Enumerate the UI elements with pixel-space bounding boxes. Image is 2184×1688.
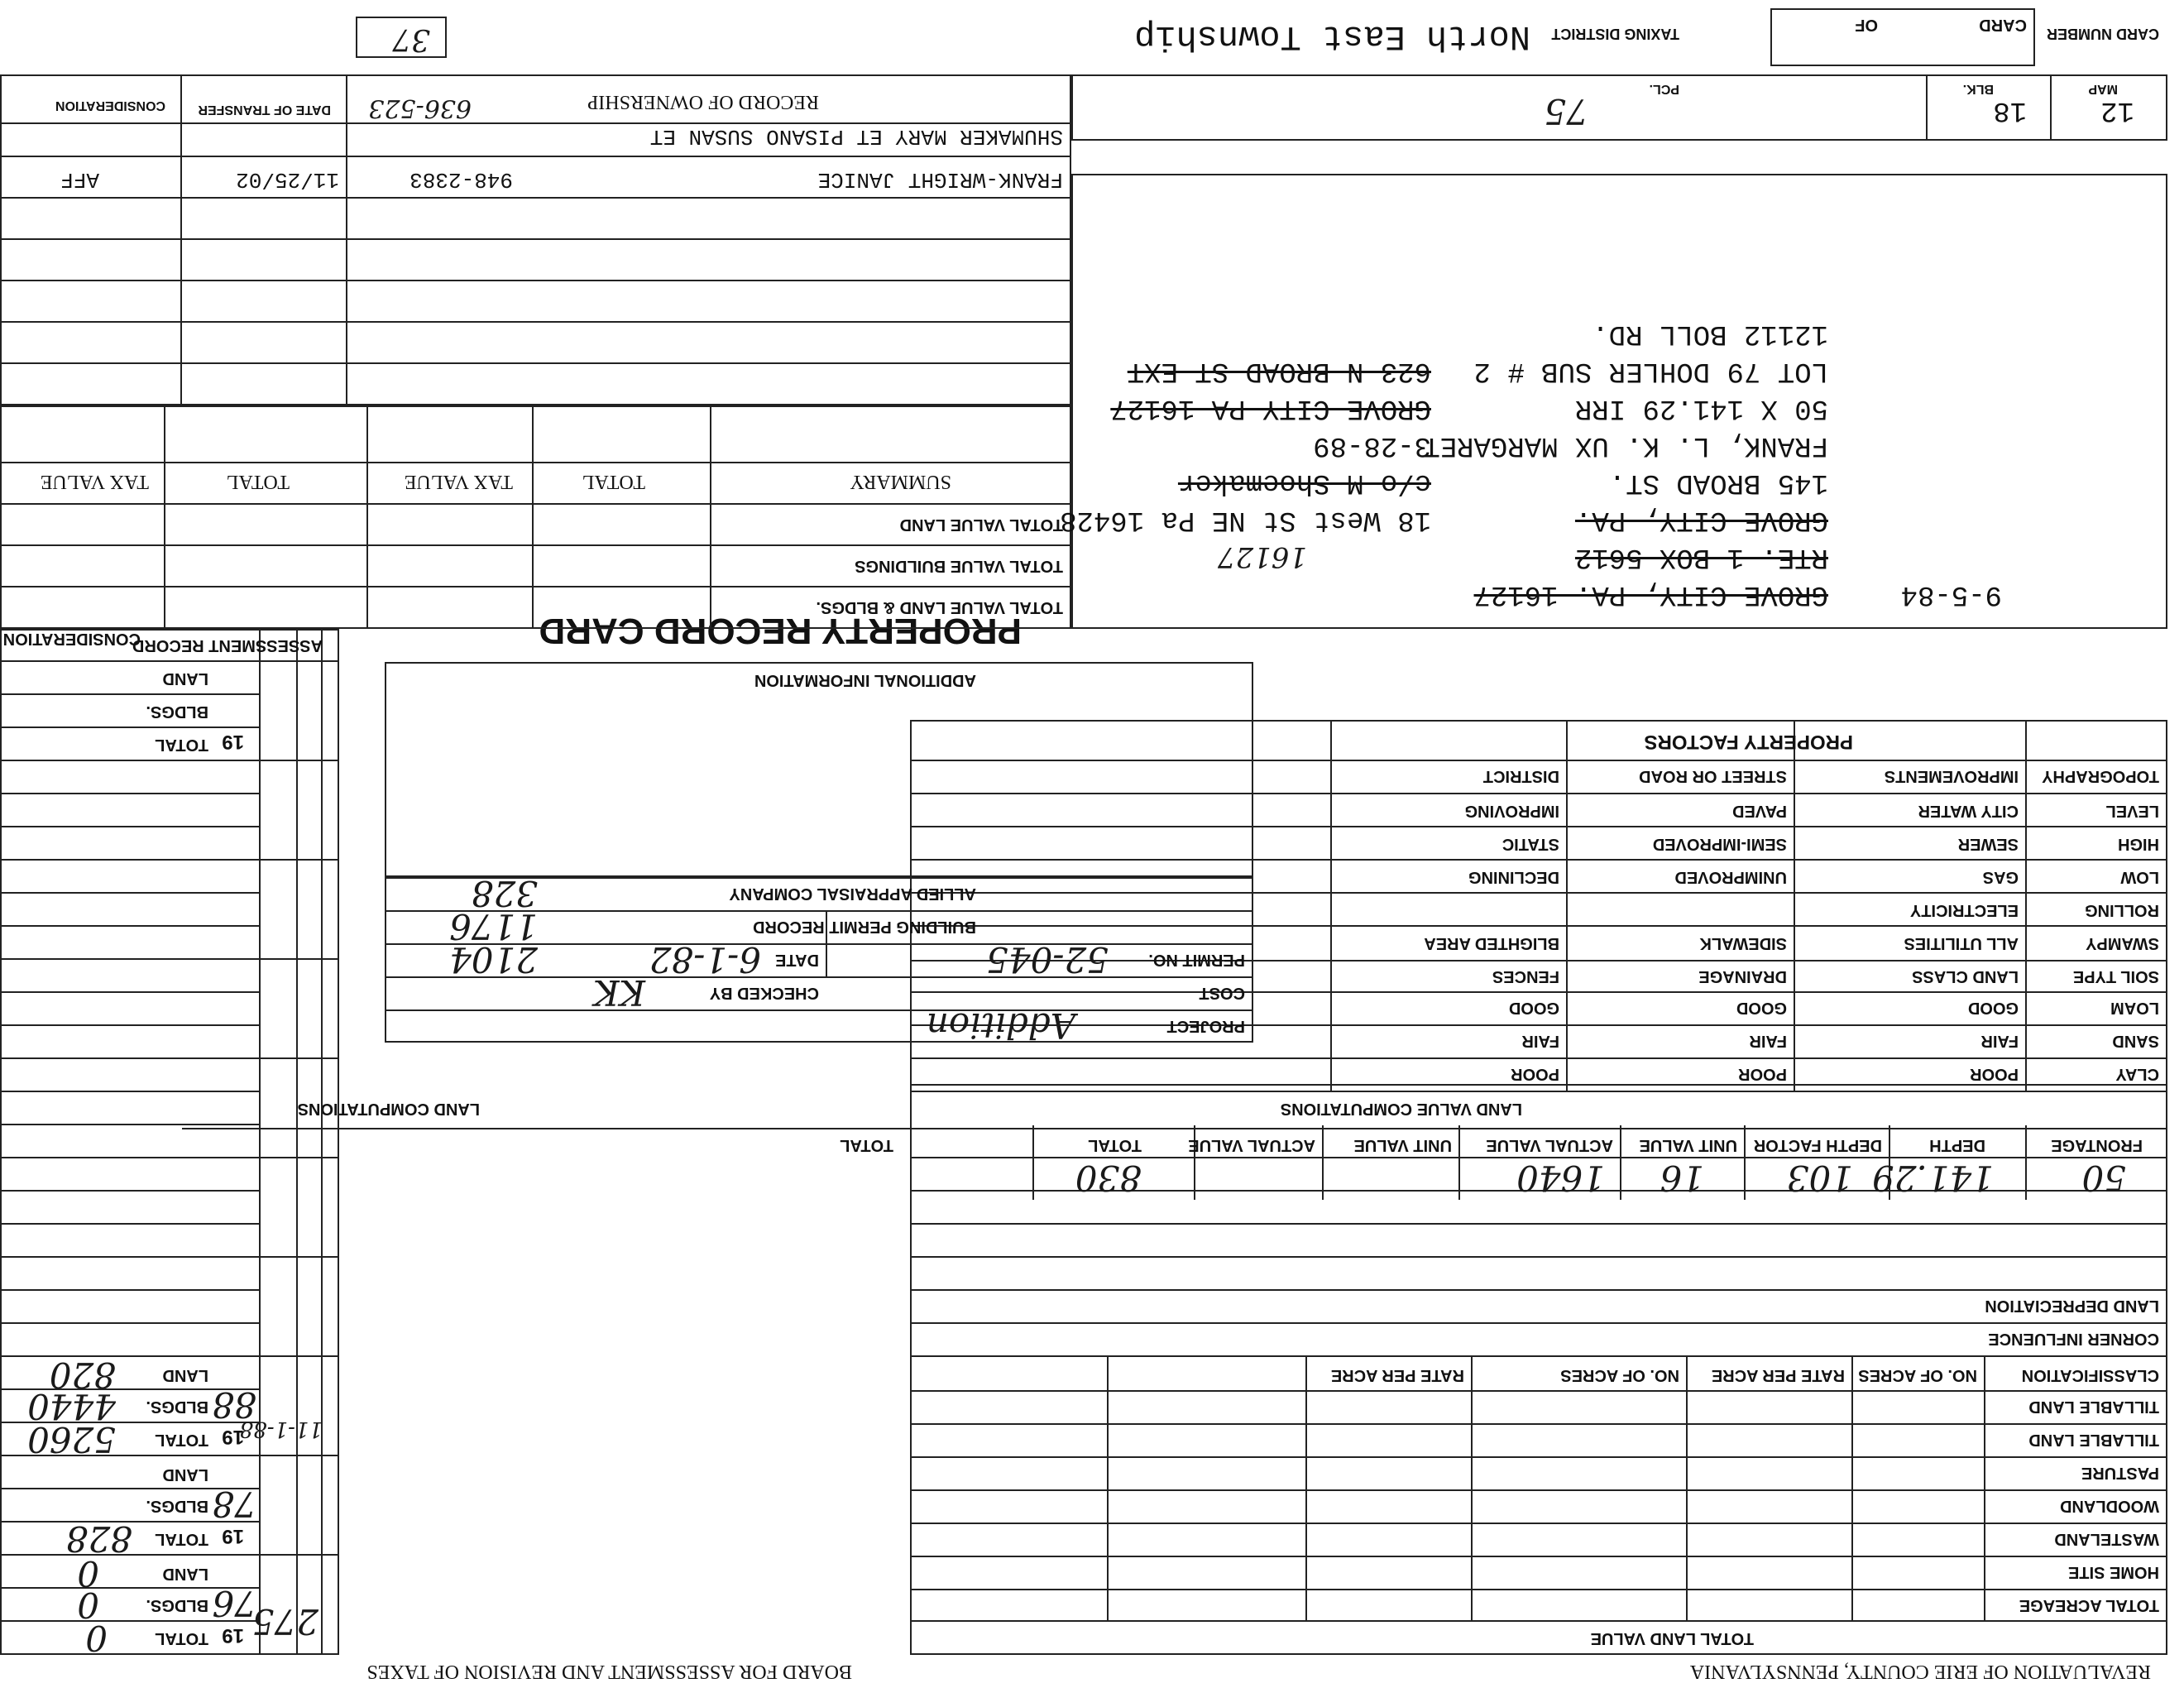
entry-1-total: 0 [85, 1618, 108, 1658]
date-value: 6-1-82 [649, 939, 761, 980]
map-value: 12 [2100, 94, 2134, 126]
clay-label: CLAY [2115, 1065, 2159, 1083]
ownership-row-1: SHUMAKER MARY ET PISANO SUSAN ET [649, 124, 1063, 149]
fences-poor: POOR [1511, 1065, 1559, 1083]
depth-factor-value: 103 [1786, 1158, 1853, 1198]
allied-appraisal: ALLIED APPRAISAL COMPANY [729, 885, 976, 903]
drainage-good: GOOD [1736, 999, 1787, 1017]
owner-1: FRANK, L. K. UX MARGARET [1423, 429, 1828, 461]
ownership-consideration-label: CONSIDERATION [55, 98, 165, 113]
summary-tax-value-2: TAX VALUE [40, 471, 149, 492]
ownership-row-2-name: FRANK-WRIGHT JANICE [817, 167, 1063, 192]
blk-value: 18 [1993, 94, 2027, 126]
row-tillable-1: TILLABLE LAND [2028, 1431, 2159, 1449]
owner-4: RTE. 1 BOX 5612 [1574, 541, 1828, 573]
right-6: 16127 [1217, 540, 1307, 573]
additional-info-box [385, 662, 1253, 877]
owner-5: GROVE CITY, PA. 16127 [1473, 578, 1828, 610]
ownership-hand-note: 636-523 [368, 94, 472, 122]
card-title: PROPERTY RECORD CARD [539, 611, 1022, 651]
row-home-site: HOME SITE [2067, 1563, 2159, 1581]
pcl-label: PCL. [1649, 82, 1679, 96]
right-3: 3-28-89 [1313, 429, 1431, 461]
drainage-fair: FAIR [1749, 1032, 1787, 1050]
right-4: c/o M Shoemaker [1177, 467, 1431, 498]
property-size: 50 X 141.29 IRR [1574, 392, 1828, 424]
header-left-title: REVALUATION OF ERIE COUNTY, PENNSYLVANIA [1689, 1661, 2151, 1682]
right-2: GROVE CITY PA 16127 [1110, 392, 1431, 424]
land-class-good: GOOD [1967, 999, 2019, 1017]
additional-info-label: ADDITIONAL INFORMATION [754, 671, 976, 689]
land-depreciation-label: LAND DEPRECIATION [1985, 1297, 2159, 1315]
road-sidewalk: SIDEWALK [1699, 934, 1787, 952]
entry-1-bldgs: 0 [77, 1585, 99, 1625]
summary-total-1: TOTAL [582, 471, 645, 492]
entry-1-land-label: LAND [162, 1565, 208, 1583]
entry-2-year: 78 [212, 1484, 256, 1524]
building-permit-title: BUILDING PERMIT RECORD [753, 918, 976, 936]
taxing-district-label: TAXING DISTRICT [1551, 26, 1679, 42]
permit-side-1: 2104 [449, 939, 538, 980]
imp-electricity: ELECTRICITY [1909, 901, 2019, 919]
row-pasture: PASTURE [2081, 1464, 2159, 1482]
summary-label: SUMMARY [850, 471, 951, 492]
blank-land-label: LAND [162, 669, 208, 688]
drainage-label: DRAINAGE [1698, 967, 1787, 985]
soil-type-label: SOIL TYPE [2072, 967, 2159, 985]
ownership-consideration: CONSIDERATION [2, 630, 141, 648]
entry-2-bldgs-label: BLDGS. [146, 1497, 208, 1515]
permit-side-2: 1176 [449, 906, 538, 947]
ownership-title: RECORD OF OWNERSHIP [587, 91, 819, 113]
unit-value: 16 [1660, 1158, 1704, 1198]
summary-total-2: TOTAL [226, 471, 290, 492]
total-value: 830 [1075, 1158, 1142, 1198]
col-depth: DEPTH [1929, 1136, 1985, 1154]
corner-influence-label: CORNER INFLUENCE [1988, 1330, 2159, 1348]
district-code: 37 [392, 22, 430, 56]
imp-all-utilities: ALL UTILITIES [1904, 934, 2019, 952]
assessment-record-title: ASSESSMENT RECORD [132, 636, 323, 655]
district-blighted: BLIGHTED AREA [1424, 934, 1559, 952]
of-label: OF [1855, 16, 1878, 34]
col-rate-per-acre-1: RATE PER ACRE [1711, 1366, 1845, 1384]
imp-gas: GAS [1982, 868, 2019, 886]
entry-2-total: 828 [65, 1518, 132, 1559]
total-land-value-label: TOTAL LAND VALUE [1590, 1629, 1754, 1647]
row-total-acreage: TOTAL ACREAGE [2019, 1596, 2159, 1614]
entry-3-land: 820 [49, 1355, 116, 1395]
col-total-1: TOTAL [1088, 1136, 1142, 1154]
project-label: PROJECT [1166, 1017, 1245, 1035]
entry-3-year-prefix: 19 [222, 1426, 244, 1448]
permit-no-label: PERMIT NO. [1148, 951, 1245, 969]
district-static: STATIC [1502, 835, 1559, 853]
entry-1-year-prefix: 19 [222, 1624, 244, 1647]
summary-row-buildings: TOTAL VALUE BUILDINGS [855, 557, 1063, 575]
col-frontage: FRONTAGE [2051, 1136, 2143, 1154]
permit-no-value: 52-045 [986, 939, 1109, 980]
card-number-label: CARD NUMBER [2047, 26, 2159, 42]
drainage-poor: POOR [1738, 1065, 1787, 1083]
right-1: 623 N BROAD ST EXT [1127, 355, 1431, 386]
entry-1-land: 0 [77, 1553, 99, 1594]
card-label: CARD [1979, 16, 2027, 34]
col-unit-value-2: UNIT VALUE [1353, 1136, 1452, 1154]
col-no-of-acres-2: NO. OF ACRES [1560, 1366, 1679, 1384]
col-depth-factor: DEPTH FACTOR [1753, 1136, 1882, 1154]
loam-label: LOAM [2110, 999, 2159, 1017]
street-or-road-label: STREET OR ROAD [1639, 767, 1787, 785]
date-label: DATE [775, 951, 819, 969]
entry-1-bldgs-label: BLDGS. [146, 1596, 208, 1614]
land-value-computations-title: LAND VALUE COMPUTATIONS [1280, 1100, 1522, 1118]
owner-3: GROVE CITY, PA. [1574, 504, 1828, 535]
ownership-row-2-phone: 948-2383 [410, 167, 513, 192]
property-address: 12112 BOLL RD. [1592, 318, 1828, 349]
permit-side-3: 328 [471, 873, 538, 914]
blank-total-label: TOTAL [155, 736, 208, 754]
topo-level: LEVEL [2105, 802, 2159, 820]
frontage-value: 50 [2081, 1158, 2126, 1198]
row-woodland: WOODLAND [2060, 1497, 2159, 1515]
district-declining: DECLINING [1468, 868, 1559, 886]
fences-good: GOOD [1508, 999, 1559, 1017]
summary-tax-value-1: TAX VALUE [404, 471, 513, 492]
entry-3-year: 88 [212, 1384, 256, 1425]
entry-1-year: 76 [212, 1583, 256, 1623]
entry-1-total-label: TOTAL [155, 1629, 208, 1647]
entry-2-year-prefix: 19 [222, 1525, 244, 1547]
land-class-label: LAND CLASS [1912, 967, 2019, 985]
road-semi-improved: SEMI-IMPROVED [1652, 835, 1787, 853]
topography-label: TOPOGRAPHY [2042, 767, 2159, 785]
ownership-row-2-code: AFF [60, 167, 99, 192]
topo-swampy: SWAMPY [2086, 934, 2159, 952]
blank-bldgs-label: BLDGS. [146, 703, 208, 721]
project-value: Addition [926, 1005, 1075, 1046]
depth-value: 141.29 [1872, 1158, 1994, 1198]
imp-sewer: SEWER [1957, 835, 2019, 853]
cost-label: COST [1199, 984, 1245, 1002]
land-class-poor: POOR [1970, 1065, 2019, 1083]
blank-year-prefix: 19 [222, 731, 244, 753]
checked-by-value: KK [593, 972, 645, 1013]
property-lot: LOT 79 DOHLER SUB # 2 [1473, 355, 1828, 386]
improvements-label: IMPROVEMENTS [1884, 767, 2019, 785]
entry-3-land-label: LAND [162, 1366, 208, 1384]
pcl-value: 75 [1544, 91, 1588, 132]
owner-2: 145 BROAD ST. [1608, 467, 1828, 498]
header-right-title: BOARD FOR ASSESSMENT AND REVISION OF TAXES [366, 1661, 852, 1682]
row-tillable-2: TILLABLE LAND [2028, 1398, 2159, 1416]
col-unit-value-1: UNIT VALUE [1639, 1136, 1737, 1154]
row-wasteland: WASTELAND [2054, 1530, 2159, 1548]
entry-3-bldgs: 4440 [27, 1386, 116, 1427]
col-actual-value-2: ACTUAL VALUE [1188, 1136, 1315, 1154]
col-no-of-acres-1: NO. OF ACRES [1858, 1366, 1977, 1384]
property-factors-title: PROPERTY FACTORS [1644, 731, 1853, 753]
col-rate-per-acre-2: RATE PER ACRE [1330, 1366, 1464, 1384]
taxing-district-value: North East Township [1134, 17, 1530, 56]
entry-3-bldgs-label: BLDGS. [146, 1398, 208, 1416]
checked-by-label: CHECKED BY [709, 984, 819, 1002]
district-improving: IMPROVING [1464, 802, 1559, 820]
entry-3-total: 5260 [27, 1419, 116, 1460]
topo-rolling: ROLLING [2085, 901, 2159, 919]
ownership-row-2-date: 11/25/02 [236, 167, 339, 192]
fences-fair: FAIR [1521, 1032, 1559, 1050]
entry-2-total-label: TOTAL [155, 1530, 208, 1548]
summary-row-land: TOTAL VALUE LAND [899, 516, 1063, 534]
col-actual-value-1: ACTUAL VALUE [1486, 1136, 1613, 1154]
col-total-2: TOTAL [840, 1136, 893, 1154]
right-5: 18 West St NE Pa 16428 [1060, 504, 1431, 535]
sand-label: SAND [2112, 1032, 2159, 1050]
road-paved: PAVED [1732, 802, 1787, 820]
entry-2-land-label: LAND [162, 1465, 208, 1484]
blk-label: BLK. [1962, 82, 1994, 96]
classification-label: CLASSIFICATION [2021, 1366, 2159, 1384]
topo-high: HIGH [2118, 835, 2159, 853]
assessment-note-1: 275 [251, 1601, 318, 1642]
assessment-note-2: 11-1-88 [239, 1417, 323, 1441]
district-label: DISTRICT [1482, 767, 1559, 785]
map-label: MAP [2088, 82, 2118, 96]
land-computations-label: LAND COMPUTATIONS [297, 1100, 480, 1118]
actual-value: 1640 [1516, 1158, 1605, 1198]
owner-date: 9-5-84 [1900, 578, 2002, 610]
imp-city-water: CITY WATER [1918, 802, 2019, 820]
summary-row-land-bldgs: TOTAL VALUE LAND & BLDGS. [816, 598, 1063, 616]
entry-3-total-label: TOTAL [155, 1431, 208, 1449]
fences-label: FENCES [1492, 967, 1559, 985]
ownership-date-of-transfer: DATE OF TRANSFER [198, 103, 331, 117]
road-unimproved: UNIMPROVED [1674, 868, 1787, 886]
topo-low: LOW [2120, 868, 2159, 886]
land-class-fair: FAIR [1980, 1032, 2019, 1050]
